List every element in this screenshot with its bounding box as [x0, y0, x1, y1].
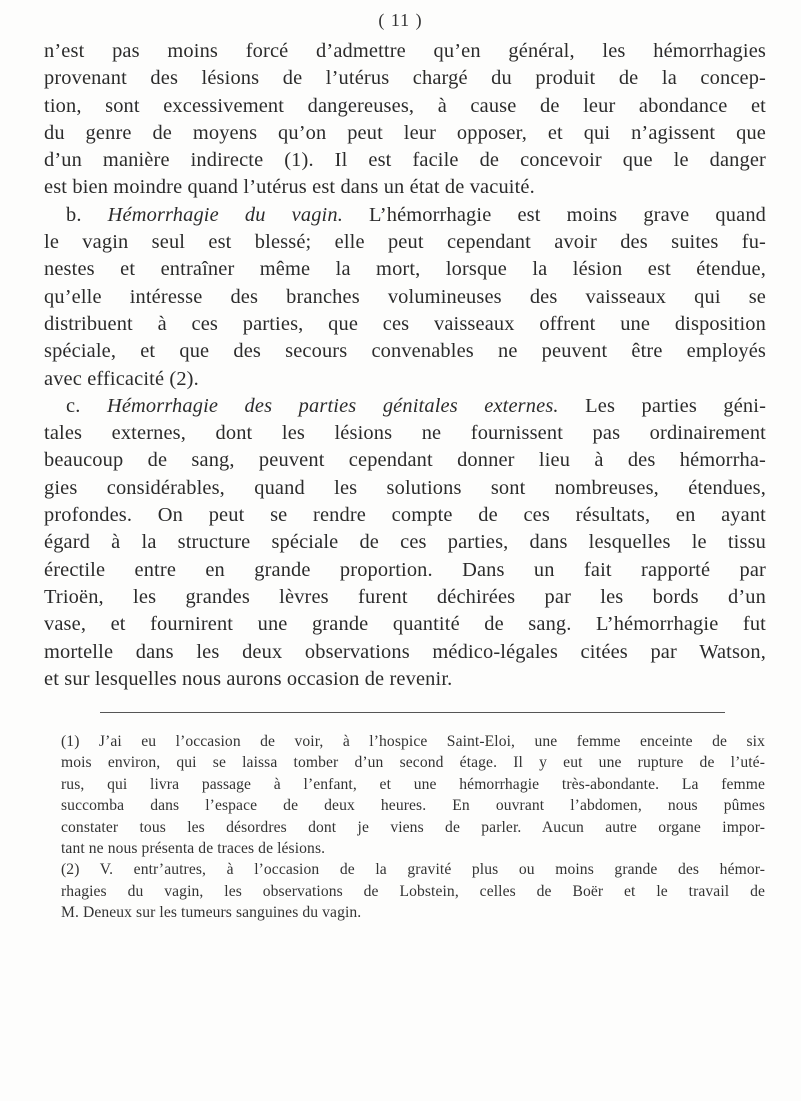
text-line: égard à la structure spéciale de ces parties, dans lesquelles le tissu [44, 531, 766, 554]
section-c-title: Hémorrhagie des parties génitales externes. [106, 394, 559, 417]
footnote-1-line: tant ne nous présenta de traces de lésions. [61, 839, 326, 857]
text-line: n’est pas moins forcé d’admettre qu’en général, les hémorrhagies [44, 40, 766, 62]
text-line: gies considérables, quand les solutions sont nombreuses, étendues, [44, 476, 766, 499]
text-line: mortelle dans les deux observations médico-légales citées par Watson, [44, 640, 766, 663]
section-b-title: Hémorrhagie du vagin. [107, 203, 343, 226]
text-line: tion, sont excessivement dangereuses, à cause de leur abondance et [44, 94, 766, 117]
section-b-marker: b. [66, 203, 82, 226]
text-line: Trioën, les grandes lèvres furent déchirées par les bords d’un [44, 585, 766, 608]
text-line: le vagin seul est blessé; elle peut cependant avoir des suites fu- [44, 231, 766, 254]
footnote-2-line: rhagies du vagin, les observations de Lobstein, celles de Boër et le travail de [61, 882, 765, 900]
section-c-marker: c. [66, 394, 81, 417]
text-line: distribuent à ces parties, que ces vaisseaux offrent une disposition [44, 312, 766, 335]
footnote-1-line: rus, qui livra passage à l’enfant, et une hémorrhagie très-abondante. La femme [61, 775, 765, 793]
text-line: qu’elle intéresse des branches volumineuses des vaisseaux qui se [44, 285, 766, 308]
section-c-heading-line [44, 393, 766, 420]
text-line: beaucoup de sang, peuvent cependant donner lieu à des hémorrha- [44, 449, 766, 472]
footnote-1-line: mois environ, qui se laissa tomber d’un second étage. Il y eut une rupture de l’uté- [61, 754, 765, 772]
footnotes [61, 731, 765, 924]
text-line: nestes et entraîner même la mort, lorsque la lésion est étendue, [44, 258, 766, 281]
text-line: profondes. On peut se rendre compte de ces résultats, en ayant [44, 504, 766, 527]
text-line: érectile entre en grande proportion. Dans un fait rapporté par [44, 558, 766, 581]
text-line: vase, et fournirent une grande quantité de sang. L’hémorrhagie fut [44, 613, 766, 636]
page-number: ( 11 ) [378, 10, 423, 30]
section-b-heading-line [44, 202, 766, 229]
footnote-1-line: constater tous les désordres dont je viens de parler. Aucun autre organe impor- [61, 818, 765, 836]
text-line: avec efficacité (2). [44, 367, 199, 390]
text-line: est bien moindre quand l’utérus est dans un état de vacuité. [44, 176, 535, 199]
footnote-1-line: succomba dans l’espace de deux heures. En ouvrant l’abdomen, nous pûmes [61, 797, 765, 815]
text-line: et sur lesquelles nous aurons occasion de revenir. [44, 667, 453, 690]
text-line: tales externes, dont les lésions ne fournissent pas ordinairement [44, 422, 766, 445]
main-text [44, 38, 766, 693]
text-line: provenant des lésions de l’utérus chargé du produit de la concep- [44, 67, 766, 90]
section-b-first-line-rest: L’hémorrhagie est moins grave quand [369, 203, 767, 226]
footnote-2-line: (2) V. entr’autres, à l’occasion de la gravité plus ou moins grande des hémor- [61, 861, 765, 879]
text-line: spéciale, et que des secours convenables ne peuvent être employés [44, 340, 766, 363]
footnote-2-line: M. Deneux sur les tumeurs sanguines du vagin. [61, 904, 362, 922]
text-line: d’un manière indirecte (1). Il est facile de concevoir que le danger [44, 149, 766, 172]
section-c-first-line-rest: Les parties géni- [585, 394, 767, 417]
text-line: du genre de moyens qu’on peut leur opposer, et qui n’agissent que [44, 121, 766, 144]
footnote-separator [100, 712, 725, 713]
footnote-1-line: (1) J’ai eu l’occasion de voir, à l’hospice Saint-Eloi, une femme enceinte de six [61, 733, 765, 750]
